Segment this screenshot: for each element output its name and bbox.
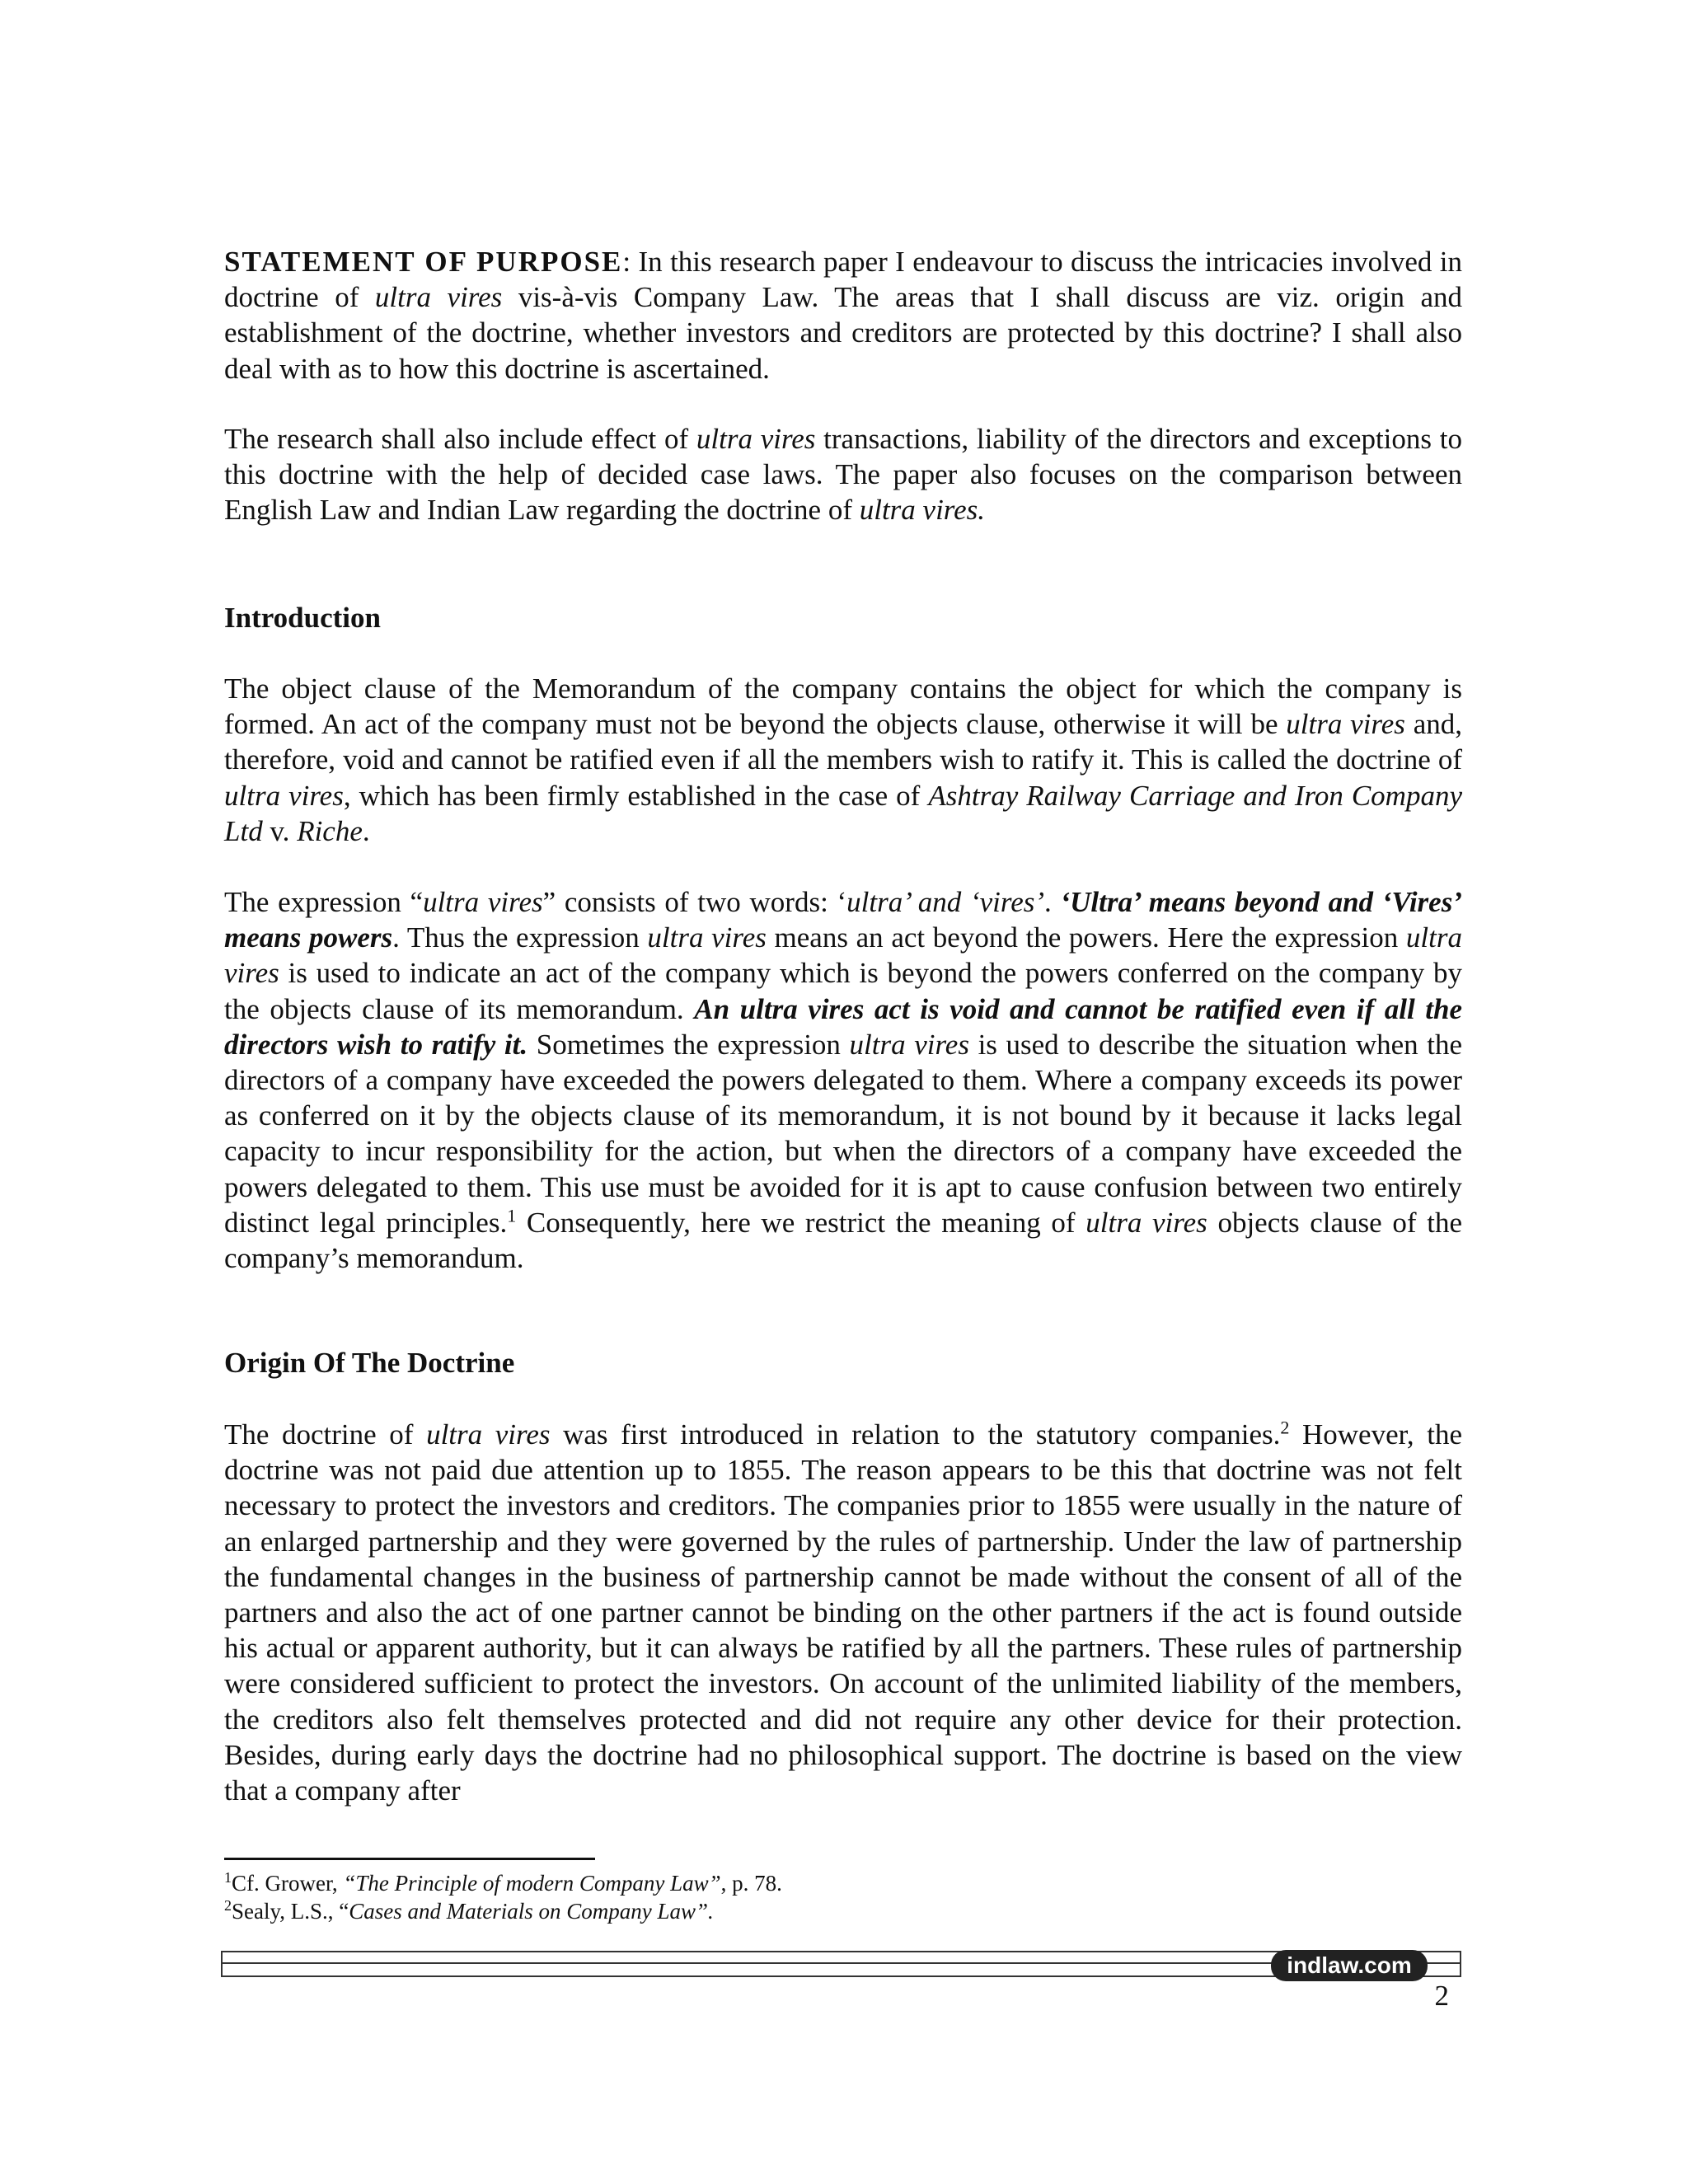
origin-paragraph-1: [224, 1417, 1462, 1808]
italic-run: ultra’ and ‘vires’: [846, 886, 1045, 918]
text-run: However, the doctrine was not paid due attention up to 1855. The reason appears to be this that doctrine was not felt necessary to protect the investors and creditors. The companies prior to 1855 were usually in the nature of an enlarged partnership and they were governed by the rules of partnership. Under the law of partnership the fundamental changes in the business of partnership cannot be made without the consent of all of the partners and also the act of one partner cannot be binding on the other partners if the act is found outside his actual or apparent authority, but it can always be ratified by all the partners. These rules of partnership were considered sufficient to protect the investors. On account of the unlimited liability of the members, the creditors also felt themselves protected and did not require any other device for their protection. Besides, during early days the doctrine had no philosophical support. The doctrine is based on the view that a company after: [224, 1418, 1462, 1807]
text-run: , p. 78.: [720, 1871, 782, 1896]
text-run: Sealy, L.S., “: [232, 1899, 349, 1924]
italic-run: ultra vires: [224, 779, 344, 812]
indlaw-logo[interactable]: indlaw.com: [1271, 1950, 1428, 1981]
origin-heading: Origin Of The Doctrine: [224, 1347, 515, 1379]
text-run: : In this research paper I endeavour to discuss the intricacies involved in doctrine of: [224, 246, 1462, 314]
footnotes: [224, 1869, 1462, 1925]
bold-italic-run: An ultra vires act is void and cannot be ratified even if all the directors wish to ratify it.: [224, 992, 1462, 1061]
introduction-paragraph-1-block: [224, 671, 1462, 849]
footnote-ref-2[interactable]: 2: [1280, 1417, 1290, 1438]
text-run: . Thus the expression: [392, 921, 648, 954]
case-name: Ashtray Railway Carriage and Iron Company Ltd: [224, 779, 1462, 847]
italic-run: ultra vires.: [859, 494, 986, 527]
case-name: Riche: [297, 814, 363, 847]
text-run: transactions, liability of the directors and exceptions to this doctrine with the help of decided case laws. The paper also focuses on the comparison between English Law and Indian Law regarding the doctrine of: [224, 423, 1462, 527]
origin-heading-block: [224, 1345, 1462, 1381]
italic-run: ultra vires: [849, 1028, 969, 1061]
introduction-paragraph-1: [224, 671, 1462, 849]
statement-paragraph-2: [224, 421, 1462, 528]
footnote-2: [224, 1897, 1462, 1925]
text-run: v.: [262, 814, 298, 847]
bold-italic-run: ‘Ultra’ means beyond and ‘Vires’ means powers: [224, 886, 1462, 954]
footnote-number: 2: [224, 1897, 232, 1914]
footnote-number: 1: [224, 1869, 232, 1886]
text-run: , which has been firmly established in the case of: [343, 779, 929, 812]
italic-run: ultra vires: [1286, 708, 1405, 741]
italic-run: ultra vires: [426, 1418, 551, 1451]
text-run: Cf. Grower,: [232, 1871, 344, 1896]
statement-label: STATEMENT OF PURPOSE: [224, 246, 623, 278]
text-run: The object clause of the Memorandum of the company contains the object for which the company is formed. An act of the company must not be beyond the objects clause, otherwise it will be: [224, 673, 1462, 741]
introduction-paragraph-2: [224, 884, 1462, 1276]
text-run: Consequently, here we restrict the meaning of: [516, 1206, 1086, 1239]
text-run: .: [362, 814, 370, 847]
italic-run: ultra vires: [423, 886, 543, 918]
text-run: was first introduced in relation to the statutory companies.: [550, 1418, 1281, 1451]
footnote-ref-1[interactable]: 1: [507, 1205, 517, 1226]
text-run: Sometimes the expression: [528, 1028, 850, 1061]
text-run: ” consists of two words: ‘: [542, 886, 847, 918]
italic-run: ultra vires: [224, 921, 1462, 990]
page-number: 2: [1434, 1980, 1449, 2012]
text-run: .: [1044, 886, 1061, 918]
text-run: is used to indicate an act of the company which is beyond the powers conferred on the company by the objects clause of its memorandum.: [224, 957, 1462, 1025]
italic-run: ultra vires: [696, 423, 816, 455]
italic-run: ultra vires: [374, 281, 503, 314]
text-run: objects clause of the company’s memorandum.: [224, 1206, 1462, 1275]
italic-run: “The Principle of modern Company Law”: [343, 1871, 721, 1896]
footnote-separator: [224, 1858, 595, 1860]
introduction-heading-block: [224, 600, 1462, 636]
italic-run: ultra vires: [1085, 1206, 1207, 1239]
italic-run: ultra vires: [647, 921, 767, 954]
text-run: The expression “: [224, 886, 424, 918]
statement-paragraph-1: [224, 244, 1462, 387]
text-run: The research shall also include effect of: [224, 423, 696, 455]
text-run: is used to describe the situation when the directors of a company have exceeded the powers delegated to them. Where a company exceeds its power as conferred on it by the objects clause of its memorandum, it is not bound by it because it lacks legal capacity to incur responsibility for the action, but when the directors of a company have exceeded the powers delegated to them. This use must be avoided for it is apt to cause confusion between two entirely distinct legal principles.: [224, 1028, 1462, 1239]
italic-run: Cases and Materials on Company Law”.: [349, 1899, 714, 1924]
text-run: vis-à-vis Company Law. The areas that I shall discuss are viz. origin and establishment of the doctrine, whether investors and creditors are protected by this doctrine? I shall also deal with as to how this doctrine is ascertained.: [224, 281, 1463, 385]
footnote-1: [224, 1869, 1462, 1897]
introduction-heading: Introduction: [224, 602, 381, 634]
statement-paragraph-2-block: [224, 421, 1462, 528]
text-run: The doctrine of: [224, 1418, 427, 1451]
statement-of-purpose: [224, 244, 1462, 387]
text-run: and, therefore, void and cannot be ratified even if all the members wish to ratify it. This is called the doctrine of: [224, 708, 1462, 776]
introduction-paragraph-2-block: [224, 884, 1462, 1276]
text-run: means an act beyond the powers. Here the expression: [766, 921, 1406, 954]
origin-paragraph-1-block: [224, 1417, 1462, 1808]
